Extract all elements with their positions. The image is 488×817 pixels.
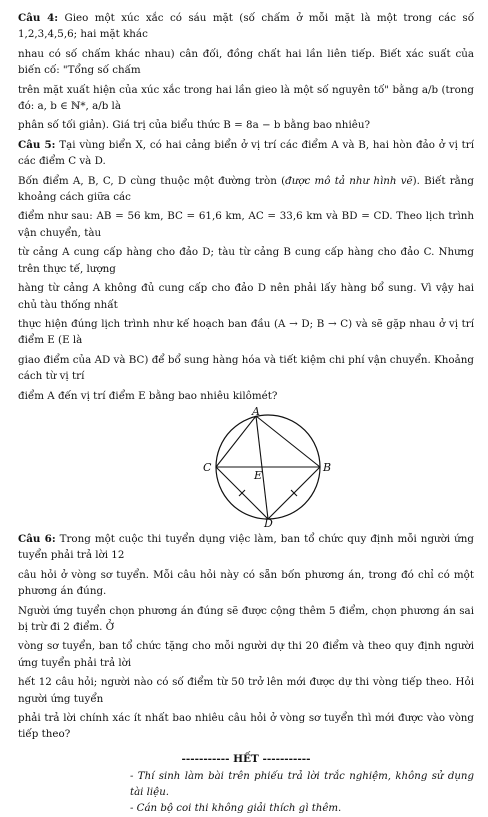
q6-line-5: hết 12 câu hỏi; người nào có số điểm từ 50 trở lên mới được dự thi vòng tiếp theo. Hỏi người ứng tuyển (18, 676, 474, 705)
label-c: C (203, 460, 212, 474)
q5-line-6: thực hiện đúng lịch trình như kế hoạch ban đầu (A → D; B → C) và sẽ gặp nhau ở vị trí điểm E (E là (18, 317, 474, 347)
label-a: A (252, 406, 260, 418)
q5-text-2b: được mô tả như hình vẽ (285, 174, 413, 187)
q4-line-4: phân số tối giản). Giá trị của biểu thức B = 8a − b bằng bao nhiêu? (18, 119, 370, 132)
question-4 (18, 10, 474, 134)
q4-line-2: nhau có số chấm khác nhau) cân đối, đồng chất hai lần liên tiếp. Biết xác suất của biến cố: "Tổng số chấm (18, 47, 474, 77)
q4-line-3: trên mặt xuất hiện của xúc xắc trong hai lần gieo là một số nguyên tố" bằng a/b (trong đó: a, b ∈ ℕ*, a/b là (18, 83, 474, 113)
circle-figure (18, 407, 474, 527)
q5-line-7: giao điểm của AD và BC) để bổ sung hàng hóa và tiết kiệm chi phí vận chuyển. Khoảng cách từ vị trí (18, 353, 474, 383)
q4-line-1 (18, 10, 474, 43)
note-line-2: - Cán bộ coi thi không giải thích gì thêm. (130, 802, 342, 814)
note-line-1: - Thí sinh làm bài trên phiếu trả lời trắc nghiệm, không sử dụng tài liệu. (130, 770, 474, 798)
label-b: B (323, 460, 332, 474)
question-5 (18, 137, 474, 404)
q6-line-3: Người ứng tuyển chọn phương án đúng sẽ được cộng thêm 5 điểm, chọn phương án sai bị trừ đi 2 điểm. Ở (18, 604, 474, 633)
q5-line-4: từ cảng A cung cấp hàng cho đảo D; tàu từ cảng B cung cấp hàng cho đảo C. Nhưng trên thực tế, lượng (18, 246, 474, 275)
q5-text-2a: Bốn điểm A, B, C, D cùng thuộc một đường tròn ( (18, 174, 286, 187)
q6-line-4: vòng sơ tuyển, ban tổ chức tặng cho mỗi người dự thi 20 điểm và theo quy định người ứng tuyển phải trả lời (18, 640, 474, 669)
q6-label: Câu 6: (18, 532, 56, 545)
end-marker: ----------- HẾT ----------- (181, 752, 311, 765)
q4-label: Câu 4: (18, 12, 59, 24)
circle-diagram (198, 407, 348, 527)
q5-line-8: điểm A đến vị trí điểm E bằng bao nhiêu kilômét? (18, 389, 278, 402)
label-d: D (264, 516, 273, 527)
segment-ab (256, 416, 320, 467)
q5-label: Câu 5: (18, 138, 56, 151)
question-6 (18, 531, 474, 743)
q5-line-2 (18, 173, 474, 206)
q6-line-6: phải trả lời chính xác ít nhất bao nhiêu câu hỏi ở vòng sơ tuyển thì mới được vào vòng tiếp theo? (18, 712, 474, 741)
q5-line-1 (18, 137, 474, 170)
q4-text-1: Gieo một xúc xắc có sáu mặt (số chấm ở mỗi mặt là một trong các số 1,2,3,4,5,6; hai mặt khác (18, 12, 474, 41)
q5-line-3: điểm như sau: AB = 56 km, BC = 61,6 km, AC = 33,6 km và BD = CD. Theo lịch trình vận chuyển, tàu (18, 210, 474, 239)
q6-line-1 (18, 531, 474, 564)
exam-page (18, 10, 474, 817)
q6-text-1: Trong một cuộc thi tuyển dụng việc làm, ban tổ chức quy định mỗi người ứng tuyển phải trả lời 12 (18, 532, 474, 562)
q6-line-2: câu hỏi ở vòng sơ tuyển. Mỗi câu hỏi này có sẵn bốn phương án, trong đó chỉ có một phương án đúng. (18, 568, 474, 598)
q5-text-2c: ). Biết rằng khoảng cách giữa các (18, 174, 474, 204)
q5-line-5: hàng từ cảng A không đủ cung cấp cho đảo D nên phải lấy hàng bổ sung. Vì vậy hai chủ tàu thống nhất (18, 282, 474, 311)
q5-text-1: Tại vùng biển X, có hai cảng biển ở vị trí các điểm A và B, hai hòn đảo ở vị trí các điểm C và D. (18, 138, 475, 168)
label-e: E (254, 468, 263, 482)
